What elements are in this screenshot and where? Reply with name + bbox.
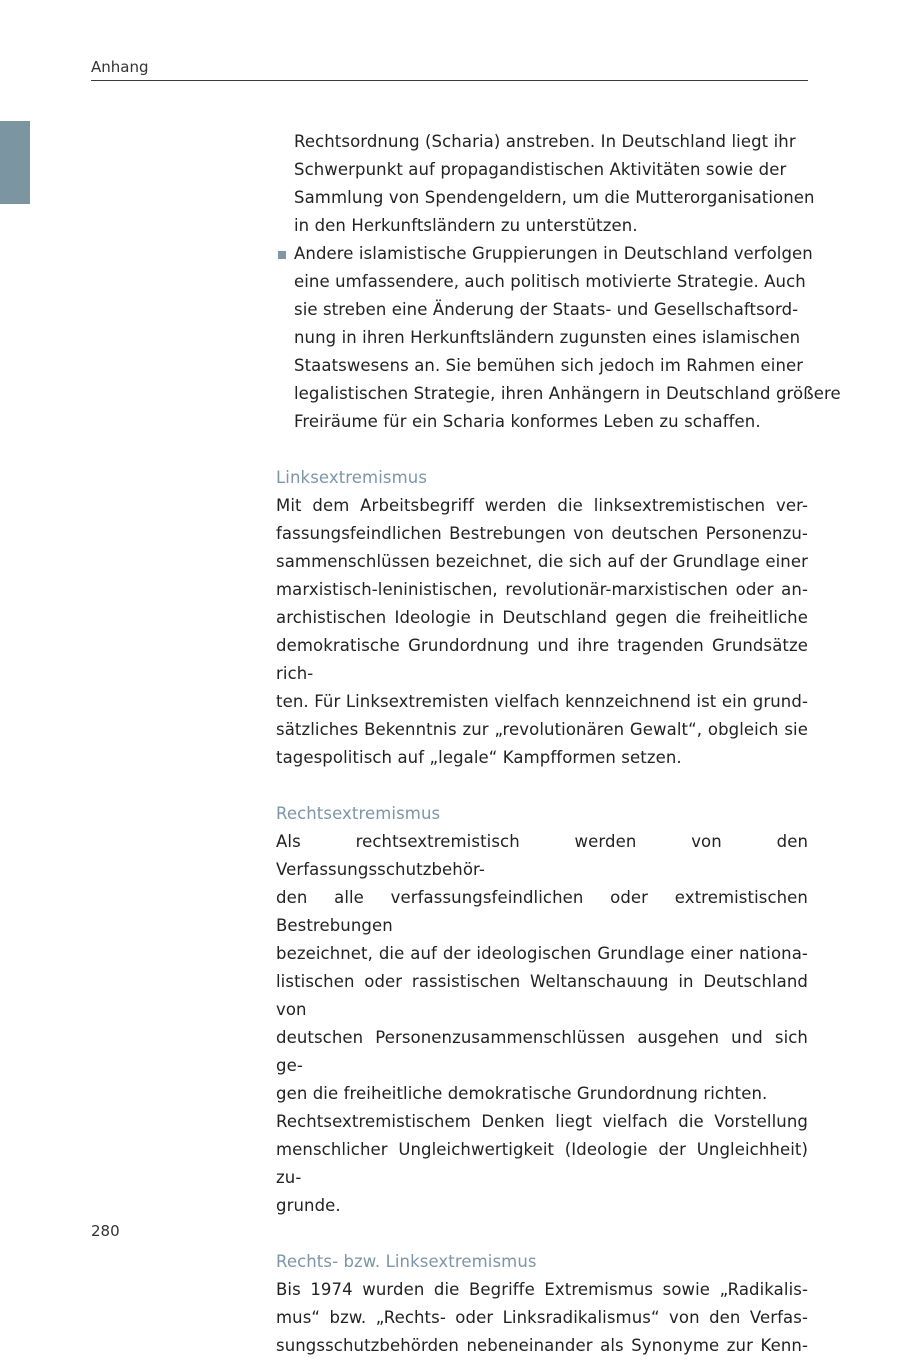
text-line: archistischen Ideologie in Deutschland gegen die freiheitliche: [276, 608, 808, 627]
page-body: [276, 128, 841, 1360]
square-bullet-icon: [278, 251, 286, 259]
text-line: Bis 1974 wurden die Begriffe Extremismus sowie „Radikalis-: [276, 1280, 808, 1299]
section-heading-linksextremismus: Linksextremismus: [276, 468, 428, 487]
section-heading-rechtsextremismus: Rechtsextremismus: [276, 804, 441, 823]
text-line: demokratische Grundordnung und ihre tragenden Grundsätze rich-: [276, 636, 808, 683]
text-line: sätzliches Bekenntnis zur „revolutionären Gewalt“, obgleich sie: [276, 720, 808, 739]
text-line: Freiräume für ein Scharia konformes Leben zu schaffen.: [294, 412, 761, 431]
section-body-rechtsextremismus: [276, 828, 808, 1220]
text-line: in den Herkunftsländern zu unterstützen.: [294, 216, 638, 235]
text-line: menschlicher Ungleichwertigkeit (Ideologie der Ungleichheit) zu-: [276, 1140, 808, 1187]
text-line: legalistischen Strategie, ihren Anhängern in Deutschland größere: [294, 384, 841, 403]
text-line: Mit dem Arbeitsbegriff werden die linksextremistischen ver-: [276, 496, 808, 515]
text-line: Rechtsextremistischem Denken liegt vielfach die Vorstellung: [276, 1112, 808, 1131]
text-line: sungsschutzbehörden nebeneinander als Synonyme zur Kenn-: [276, 1336, 808, 1355]
bullet-item: [276, 240, 841, 436]
text-line: nung in ihren Herkunftsländern zugunsten eines islamischen: [294, 328, 801, 347]
text-line: bezeichnet, die auf der ideologischen Grundlage einer nationa-: [276, 944, 808, 963]
text-line: grunde.: [276, 1196, 341, 1215]
text-line: Als rechtsextremistisch werden von den Verfassungsschutzbehör-: [276, 832, 808, 879]
text-line: deutschen Personenzusammenschlüssen ausgehen und sich ge-: [276, 1028, 808, 1075]
text-line: eine umfassendere, auch politisch motivierte Strategie. Auch: [294, 272, 806, 291]
section-body-linksextremismus: [276, 492, 808, 772]
running-title: Anhang: [91, 58, 149, 76]
text-line: Staatswesens an. Sie bemühen sich jedoch im Rahmen einer: [294, 356, 804, 375]
text-line: den alle verfassungsfeindlichen oder extremistischen Bestrebungen: [276, 888, 808, 935]
text-line: Rechtsordnung (Scharia) anstreben. In Deutschland liegt ihr: [294, 132, 796, 151]
text-line: ten. Für Linksextremisten vielfach kennzeichnend ist ein grund-: [276, 692, 808, 711]
bullet-continuation: [294, 128, 815, 240]
text-line: Andere islamistische Gruppierungen in Deutschland verfolgen: [294, 244, 813, 263]
section-body-rechts-bzw-linksextremismus: [276, 1276, 808, 1360]
text-line: sammenschlüssen bezeichnet, die sich auf der Grundlage einer: [276, 552, 808, 571]
text-line: tagespolitisch auf „legale“ Kampfformen setzen.: [276, 748, 682, 767]
text-line: sie streben eine Änderung der Staats- und Gesellschaftsord-: [294, 300, 799, 319]
text-line: gen die freiheitliche demokratische Grundordnung richten.: [276, 1084, 768, 1103]
text-line: mus“ bzw. „Rechts- oder Linksradikalismus“ von den Verfas-: [276, 1308, 808, 1327]
text-line: fassungsfeindlichen Bestrebungen von deutschen Personenzu-: [276, 524, 808, 543]
text-line: listischen oder rassistischen Weltanschauung in Deutschland von: [276, 972, 808, 1019]
chapter-edge-tab: [0, 121, 30, 204]
section-heading-rechts-bzw-linksextremismus: Rechts- bzw. Linksextremismus: [276, 1252, 537, 1271]
text-line: Schwerpunkt auf propagandistischen Aktivitäten sowie der: [294, 160, 787, 179]
header-rule: [91, 80, 808, 81]
text-line: Sammlung von Spendengeldern, um die Mutterorganisationen: [294, 188, 815, 207]
text-line: marxistisch-leninistischen, revolutionär-marxistischen oder an-: [276, 580, 808, 599]
page-number: 280: [91, 1222, 120, 1240]
